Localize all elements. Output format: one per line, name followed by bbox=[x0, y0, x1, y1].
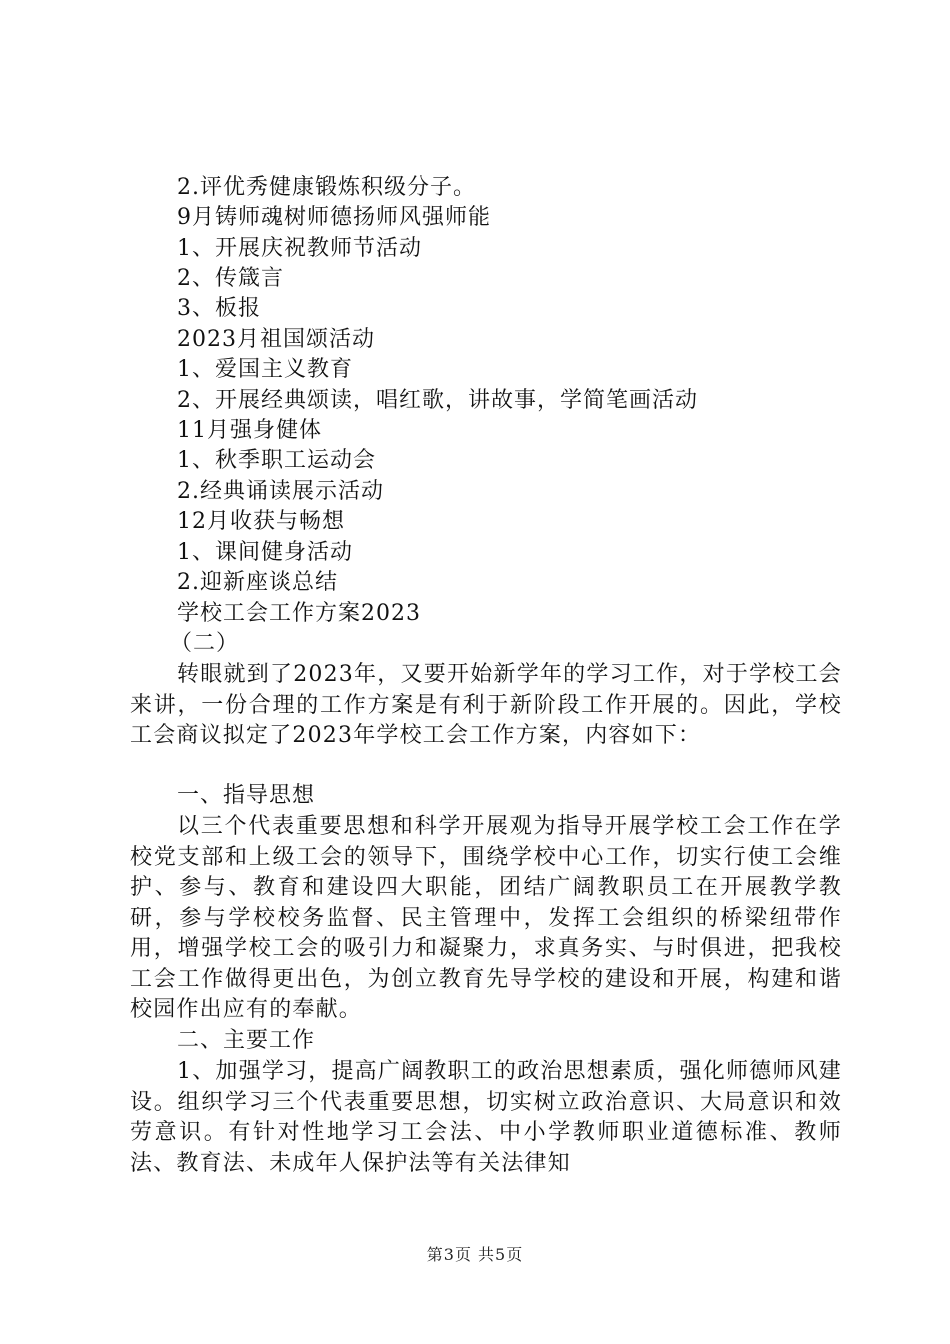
text-line: 12月收获与畅想 bbox=[177, 509, 345, 534]
text-line: 2.经典诵读展示活动 bbox=[177, 479, 384, 504]
section-heading-guiding: 一、指导思想 bbox=[177, 783, 316, 808]
text-line: 11月强身健体 bbox=[177, 418, 322, 443]
text-line: 2.迎新座谈总结 bbox=[177, 570, 338, 595]
page-footer: 第3页 共5页 bbox=[426, 1245, 524, 1264]
main-work-item-1: 1、加强学习，提高广阔教职工的政治思想素质，强化师德师风建设。组织学习三个代表重要思想，切实树立政治意识、大局意识和效劳意识。有针对性地学习工会法、中小学教师职业道德标准、教师法、教育法、未成年人保护法等有关法律知 bbox=[130, 1059, 842, 1176]
text-line: 1、秋季职工运动会 bbox=[177, 448, 376, 473]
text-line: 9月铸师魂树师德扬师风强师能 bbox=[177, 205, 491, 230]
section-number: （二） bbox=[170, 631, 240, 656]
text-line: 2、开展经典颂读，唱红歌，讲故事，学简笔画活动 bbox=[177, 388, 698, 413]
text-line: 2.评优秀健康锻炼积级分子。 bbox=[177, 175, 476, 200]
text-line: 1、开展庆祝教师节活动 bbox=[177, 236, 422, 261]
intro-paragraph: 转眼就到了2023年，又要开始新学年的学习工作，对于学校工会来讲，一份合理的工作方案是有利于新阶段工作开展的。因此，学校工会商议拟定了2023年学校工会工作方案，内容如下： bbox=[130, 662, 842, 748]
text-line: 1、课间健身活动 bbox=[177, 540, 353, 565]
text-line: 1、爱国主义教育 bbox=[177, 357, 353, 382]
text-line: 2、传箴言 bbox=[177, 266, 284, 291]
text-line: 3、板报 bbox=[177, 296, 261, 321]
section-heading-main-work: 二、主要工作 bbox=[177, 1028, 316, 1053]
document-title: 学校工会工作方案2023 bbox=[177, 601, 421, 626]
text-line: 2023月祖国颂活动 bbox=[177, 327, 375, 352]
guiding-paragraph: 以三个代表重要思想和科学开展观为指导开展学校工会工作在学校党支部和上级工会的领导下，围绕学校中心工作，切实行使工会维护、参与、教育和建设四大职能，团结广阔教职员工在开展教学教研，参与学校校务监督、民主管理中，发挥工会组织的桥梁纽带作用，增强学校工会的吸引力和凝聚力，求真务实、与时俱进，把我校工会工作做得更出色，为创立教育先导学校的建设和开展，构建和谐校园作出应有的奉献。 bbox=[130, 814, 842, 1022]
